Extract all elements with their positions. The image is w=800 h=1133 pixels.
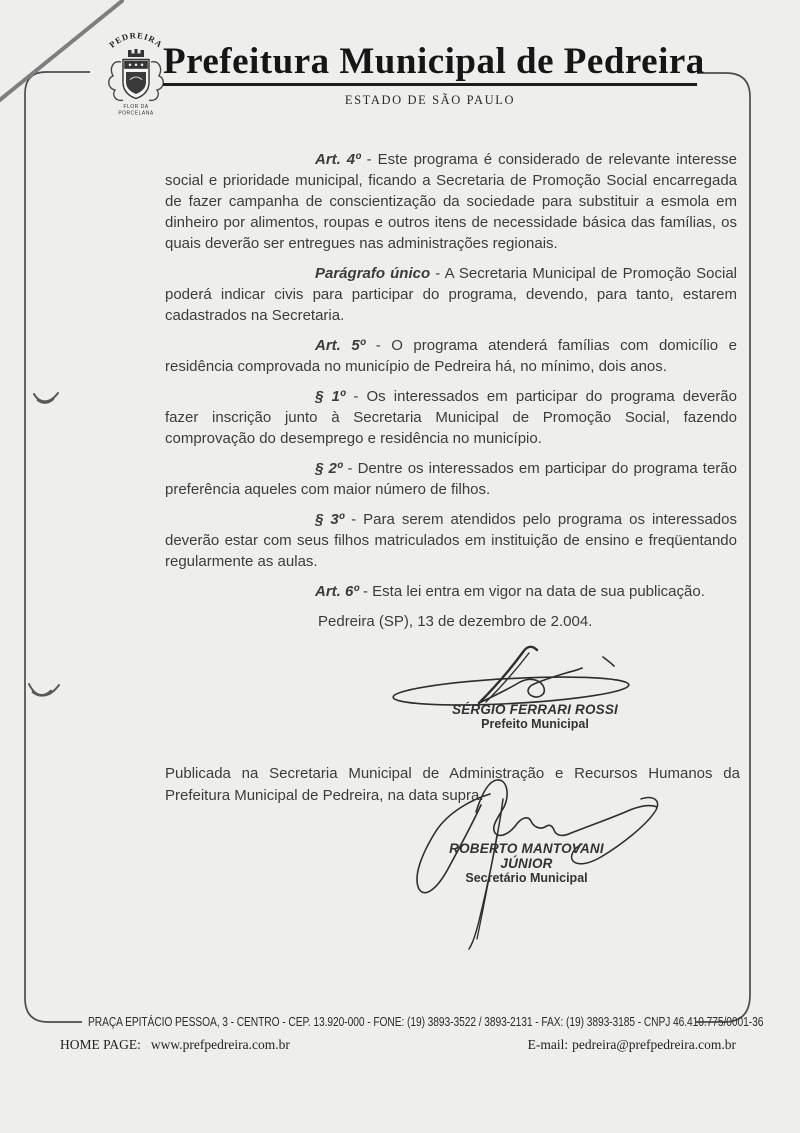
footer-address-line: PRAÇA EPITÁCIO PESSOA, 3 - CENTRO - CEP. 13.920-000 - FONE: (19) 3893-3522 / 3893-2131 - FAX: (19) 3893-3185 - CNPJ 46.410.775/0001-36 [88, 1015, 764, 1029]
signer-name: ROBERTO MANTOVANI JÚNIOR [449, 841, 604, 871]
secretary-signature-caption [423, 841, 630, 886]
signer-name: SÉRGIO FERRARI ROSSI [451, 702, 619, 717]
paragraph-text: - A Secretaria Municipal de Promoção Social poderá indicar civis para participar do programa, devendo, para tanto, estarem cadastrados na Secretaria. [165, 265, 737, 324]
homepage-label: HOME PAGE: [60, 1037, 141, 1052]
paragraph-text: - O programa atenderá famílias com domicílio e residência comprovada no município de Pedreira há, no mínimo, dois anos. [165, 337, 738, 375]
emblem-top-text: PEDREIRA [107, 30, 165, 50]
paragraph-par-2 [165, 458, 737, 500]
paragraph-text: - Dentre os interessados em participar do programa terão preferência aqueles com maior número de filhos. [165, 460, 737, 498]
mayor-signature-caption [430, 702, 640, 732]
paragraph-label: § 3º [315, 511, 345, 528]
paragraph-paragrafo-unico [165, 263, 737, 326]
paragraph-text: - Os interessados em participar do programa deverão fazer inscrição junto à Secretaria Municipal de Promoção Social, fazendo comprovação do desemprego e residência no município. [165, 388, 737, 447]
publication-note: Publicada na Secretaria Municipal de Administração e Recursos Humanos da Prefeitura Municipal de Pedreira, na data supra. [165, 765, 740, 804]
paragraph-par-1 [165, 386, 737, 449]
paragraph-label: Art. 6º [315, 583, 359, 600]
paragraph-art-4 [165, 149, 737, 254]
paragraph-label: Art. 4º [315, 151, 361, 168]
margin-checkmark-icon [34, 393, 58, 403]
signer-role: Secretário Municipal [465, 871, 588, 885]
emblem-crown [128, 49, 144, 57]
signer-role: Prefeito Municipal [481, 717, 589, 731]
paragraph-label: § 2º [315, 460, 343, 477]
paragraph-par-3 [165, 509, 737, 572]
paragraph-text: - Esta lei entra em vigor na data de sua publicação. [363, 583, 705, 600]
homepage-url: www.prefpedreira.com.br [150, 1037, 290, 1052]
paragraph-text: - Este programa é considerado de relevante interesse social e prioridade municipal, ficando a Secretaria de Promoção Social encarregada de fazer campanha de conscientização da sociedade para substituir a esmola em dinheiro por alimentos, roupas e outros itens de necessidade básica das famílias, os quais deverão ser entregues nas administrações regionais. [165, 151, 738, 252]
document-body [165, 149, 737, 632]
emblem-motto-line2: PORCELANA [118, 110, 154, 117]
dateline: Pedreira (SP), 13 de dezembro de 2.004. [318, 613, 593, 630]
paragraph-art-5 [165, 335, 737, 377]
margin-checkmark-icon [29, 684, 59, 695]
paragraph-label: Art. 5º [315, 337, 366, 354]
page-title: Prefeitura Municipal de Pedreira [163, 41, 705, 82]
paragraph-art-6 [165, 581, 737, 602]
footer-email [528, 1037, 736, 1053]
emblem-motto-line1: FLOR DA [123, 104, 149, 110]
letterhead-subtitle: ESTADO DE SÃO PAULO [344, 93, 516, 107]
svg-text:PEDREIRA [107, 30, 165, 50]
paragraph-label: § 1º [315, 388, 346, 405]
paragraph-text: - Para serem atendidos pelo programa os interessados deverão estar com seus filhos matriculados em instituição de ensino e freqüentando regularmente as aulas. [165, 511, 737, 570]
email-address: pedreira@prefpedreira.com.br [572, 1037, 736, 1052]
paragraph-label: Parágrafo único [315, 265, 431, 282]
footer-homepage [60, 1037, 290, 1053]
mayor-signature [393, 647, 630, 710]
title-underline [163, 83, 697, 86]
email-label: E-mail: [527, 1037, 569, 1052]
letterhead [163, 41, 705, 108]
